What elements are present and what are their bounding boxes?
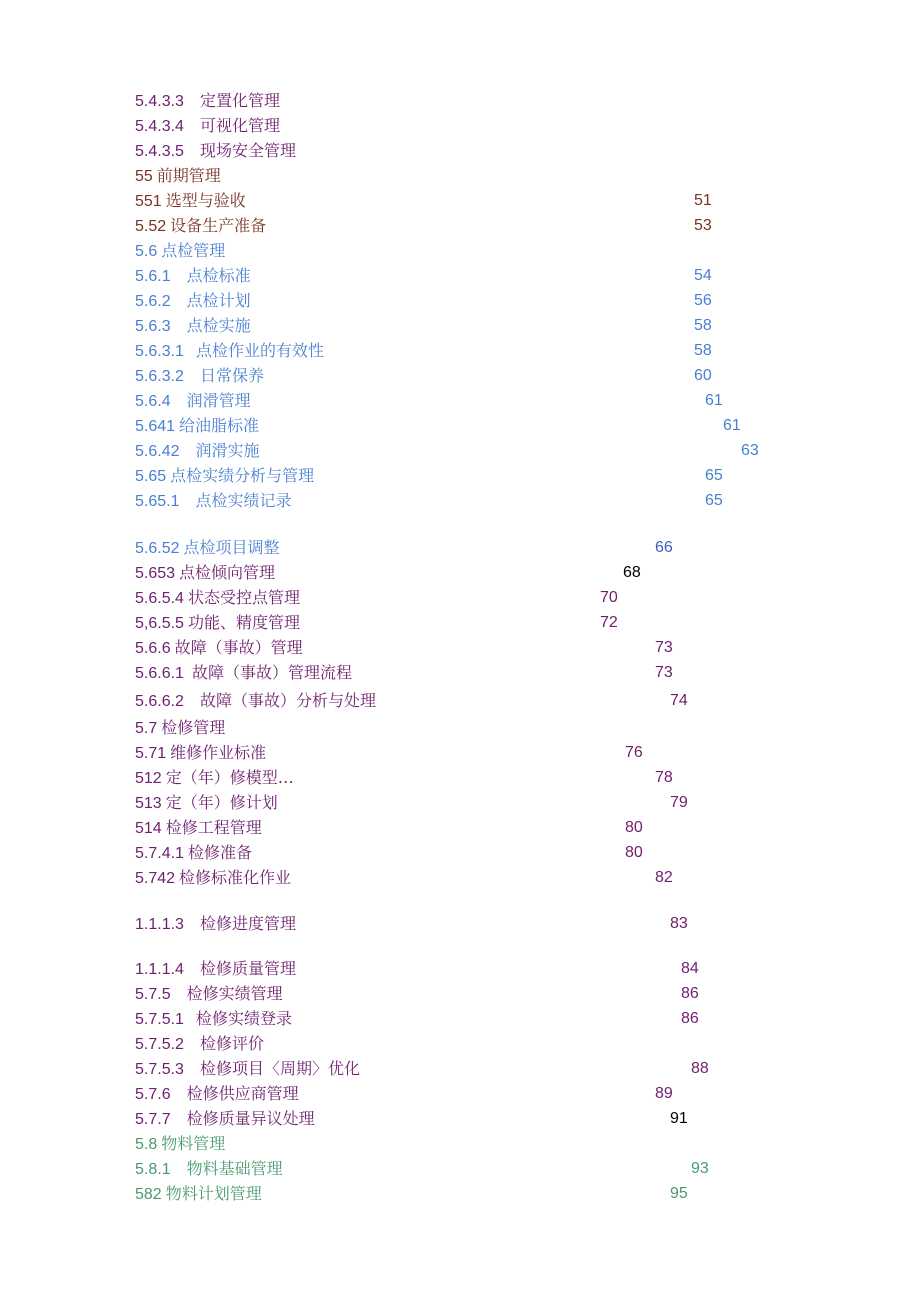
toc-section-number: 5.6.6 — [135, 640, 171, 657]
toc-page-number: 80 — [625, 844, 643, 861]
toc-entry-label — [135, 688, 376, 714]
toc-entry-label — [135, 715, 225, 741]
toc-entry-label — [135, 338, 324, 364]
toc-section-title: 故障（事故）管理流程 — [191, 663, 352, 682]
toc-section-title: 物料基础管理 — [186, 1159, 283, 1178]
toc-page-number: 68 — [623, 564, 641, 581]
toc-entry[interactable] — [0, 413, 920, 438]
toc-section-number: 5.6.4 — [135, 393, 171, 410]
toc-section-title: 物料管理 — [161, 1134, 226, 1153]
toc-entry[interactable] — [0, 585, 920, 610]
toc-entry[interactable] — [0, 715, 920, 740]
toc-section-number: 5.8 — [135, 1136, 158, 1153]
toc-page-number: 53 — [694, 217, 712, 234]
toc-section-title: 故障（事故）管理 — [174, 638, 303, 657]
toc-page-number: 93 — [691, 1160, 709, 1177]
toc-section-title: 检修供应商管理 — [186, 1084, 299, 1103]
toc-page-number: 61 — [723, 417, 741, 434]
toc-section-number: 5.7 — [135, 720, 158, 737]
toc-entry[interactable] — [0, 660, 920, 685]
toc-entry[interactable] — [0, 1056, 920, 1081]
toc-separator — [171, 986, 187, 1003]
toc-section-number: 5.71 — [135, 745, 167, 762]
toc-section-number: 5.6.3 — [135, 318, 171, 335]
toc-section-number: 5.6.52 — [135, 540, 180, 557]
toc-page-number: 73 — [655, 639, 673, 656]
toc-section-number: 512 — [135, 770, 162, 787]
toc-page-number: 86 — [681, 985, 699, 1002]
toc-entry[interactable] — [0, 1031, 920, 1056]
toc-section-title: 设备生产准备 — [170, 216, 267, 235]
toc-entry-label — [135, 865, 291, 891]
toc-entry[interactable] — [0, 790, 920, 815]
toc-entry[interactable] — [0, 313, 920, 338]
toc-section-title: 日常保养 — [199, 366, 264, 385]
toc-entry[interactable] — [0, 463, 920, 488]
toc-page-number: 76 — [625, 744, 643, 761]
toc-section-title: 定（年）修计划 — [165, 793, 278, 812]
toc-section-number: 5.7.6 — [135, 1086, 171, 1103]
toc-section-title: 状态受控点管理 — [187, 588, 300, 607]
toc-entry-label — [135, 388, 251, 414]
toc-section-title: 功能、精度管理 — [187, 613, 300, 632]
toc-section-number: 1.1.1.4 — [135, 961, 184, 978]
toc-entry[interactable] — [0, 865, 920, 890]
toc-section-number: 5.6.1 — [135, 268, 171, 285]
toc-entry-label — [135, 740, 266, 766]
toc-section-title: 检修准备 — [187, 843, 252, 862]
toc-separator — [184, 343, 196, 360]
toc-entry[interactable] — [0, 635, 920, 660]
toc-entry-label — [135, 188, 246, 214]
toc-page-number: 73 — [655, 664, 673, 681]
toc-entry[interactable] — [0, 688, 920, 713]
toc-page-number: 58 — [694, 317, 712, 334]
toc-entry-label — [135, 288, 251, 314]
toc-section-number: 5.653 — [135, 565, 176, 582]
toc-entry[interactable] — [0, 363, 920, 388]
toc-section-title: 选型与验收 — [165, 191, 246, 210]
toc-entry[interactable] — [0, 1081, 920, 1106]
toc-entry[interactable] — [0, 263, 920, 288]
toc-entry[interactable] — [0, 840, 920, 865]
toc-entry[interactable] — [0, 113, 920, 138]
toc-entry-label — [135, 88, 280, 114]
toc-section-title: 检修评价 — [199, 1034, 264, 1053]
toc-section-title: 检修进度管理 — [199, 914, 296, 933]
toc-entry-label — [135, 1081, 299, 1107]
toc-entry[interactable] — [0, 238, 920, 263]
toc-section-title: 现场安全管理 — [199, 141, 296, 160]
toc-entry[interactable] — [0, 815, 920, 840]
toc-page-number: 58 — [694, 342, 712, 359]
toc-section-number: 551 — [135, 193, 162, 210]
toc-page-number: 65 — [705, 467, 723, 484]
toc-entry[interactable] — [0, 88, 920, 113]
toc-entry-label — [135, 1181, 262, 1207]
toc-entry-label — [135, 635, 303, 661]
toc-separator — [184, 961, 200, 978]
toc-page-number: 79 — [670, 794, 688, 811]
toc-section-title: 点检倾向管理 — [179, 563, 276, 582]
toc-entry-label — [135, 363, 264, 389]
toc-separator — [184, 665, 192, 682]
toc-section-title: 点检标准 — [186, 266, 251, 285]
toc-section-title: 检修标准化作业 — [179, 868, 292, 887]
toc-page-number: 83 — [670, 915, 688, 932]
toc-page-number: 63 — [741, 442, 759, 459]
toc-section-title: 点检实绩分析与管理 — [170, 466, 315, 485]
toc-section-title: 点检计划 — [186, 291, 251, 310]
toc-entry-label — [135, 213, 266, 239]
toc-page-number: 51 — [694, 192, 712, 209]
toc-section-number: 5.4.3.4 — [135, 118, 184, 135]
toc-section-title: 可视化管理 — [199, 116, 280, 135]
toc-section-title: 润滑管理 — [186, 391, 251, 410]
toc-entry-label — [135, 138, 296, 164]
toc-section-title: 物料计划管理 — [165, 1184, 262, 1203]
toc-entry-label — [135, 1131, 225, 1157]
toc-separator — [171, 1161, 187, 1178]
toc-separator — [184, 368, 200, 385]
toc-entry[interactable] — [0, 438, 920, 463]
toc-page-number: 82 — [655, 869, 673, 886]
toc-separator — [179, 443, 195, 460]
toc-entry-label — [135, 765, 294, 791]
toc-page-number: 78 — [655, 769, 673, 786]
toc-separator — [184, 1011, 196, 1028]
toc-entry[interactable] — [0, 740, 920, 765]
toc-section-number: 55 — [135, 168, 153, 185]
toc-section-title: 定置化管理 — [199, 91, 280, 110]
toc-entry[interactable] — [0, 911, 920, 936]
toc-separator — [171, 1086, 187, 1103]
toc-entry[interactable] — [0, 188, 920, 213]
toc-separator — [184, 1061, 200, 1078]
toc-entry[interactable] — [0, 1106, 920, 1131]
toc-section-number: 5.4.3.5 — [135, 143, 184, 160]
toc-entry[interactable] — [0, 765, 920, 790]
toc-section-title: 点检作业的有效性 — [195, 341, 324, 360]
toc-entry[interactable] — [0, 981, 920, 1006]
toc-section-number: 5.6 — [135, 243, 158, 260]
toc-page-number: 89 — [655, 1085, 673, 1102]
toc-section-number: 5.7.5 — [135, 986, 171, 1003]
toc-section-title: 点检项目调整 — [183, 538, 280, 557]
toc-separator — [184, 93, 200, 110]
toc-section-title: 检修质量管理 — [199, 959, 296, 978]
toc-entry-label — [135, 660, 352, 686]
toc-entry[interactable] — [0, 213, 920, 238]
toc-entry-label — [135, 1031, 264, 1057]
toc-entry-label — [135, 1056, 360, 1082]
toc-separator — [171, 1111, 187, 1128]
toc-section-title: 点检管理 — [161, 241, 226, 260]
toc-section-title: 定（年）修模型… — [165, 768, 294, 787]
toc-section-number: 5.6.42 — [135, 443, 180, 460]
toc-section-title: 点检实绩记录 — [195, 491, 292, 510]
toc-entry[interactable] — [0, 138, 920, 163]
toc-page-number: 88 — [691, 1060, 709, 1077]
toc-entry-label — [135, 610, 300, 636]
toc-separator — [184, 693, 200, 710]
toc-page-number: 95 — [670, 1185, 688, 1202]
toc-section-number: 5.6.3.1 — [135, 343, 184, 360]
toc-entry-label — [135, 313, 251, 339]
toc-page-number: 54 — [694, 267, 712, 284]
toc-separator — [184, 143, 200, 160]
toc-section-number: 582 — [135, 1186, 162, 1203]
toc-section-number: 5.65 — [135, 468, 167, 485]
toc-page-number: 70 — [600, 589, 618, 606]
toc-section-number: 5.6.3.2 — [135, 368, 184, 385]
toc-page-number: 66 — [655, 539, 673, 556]
toc-section-title: 点检实施 — [186, 316, 251, 335]
toc-section-number: 5.742 — [135, 870, 176, 887]
toc-section-title: 检修实绩管理 — [186, 984, 283, 1003]
toc-section-number: 5.7.5.3 — [135, 1061, 184, 1078]
toc-page-number: 74 — [670, 692, 688, 709]
toc-section-number: 5.6.2 — [135, 293, 171, 310]
toc-section-number: 5.7.7 — [135, 1111, 171, 1128]
toc-entry-label — [135, 560, 275, 586]
toc-section-title: 检修质量异议处理 — [186, 1109, 315, 1128]
toc-separator — [184, 118, 200, 135]
toc-page-number: 84 — [681, 960, 699, 977]
toc-page-number: 86 — [681, 1010, 699, 1027]
toc-entry-label — [135, 1106, 315, 1132]
toc-section-number: 5.8.1 — [135, 1161, 171, 1178]
toc-entry-label — [135, 238, 225, 264]
toc-entry-label — [135, 535, 280, 561]
toc-entry-label — [135, 956, 296, 982]
toc-entry-label — [135, 113, 280, 139]
toc-separator — [171, 318, 187, 335]
toc-entry[interactable] — [0, 610, 920, 635]
toc-section-number: 5.7.4.1 — [135, 845, 184, 862]
toc-section-title: 故障（事故）分析与处理 — [199, 691, 376, 710]
toc-entry[interactable] — [0, 535, 920, 560]
toc-entry-label — [135, 585, 300, 611]
toc-section-title: 给油脂标准 — [179, 416, 260, 435]
toc-section-title: 检修项目〈周期〉优化 — [199, 1059, 360, 1078]
toc-section-title: 检修实绩登录 — [195, 1009, 292, 1028]
toc-separator — [171, 393, 187, 410]
toc-section-number: 5.4.3.3 — [135, 93, 184, 110]
toc-entry[interactable] — [0, 956, 920, 981]
toc-section-title: 检修工程管理 — [165, 818, 262, 837]
toc-page-number: 61 — [705, 392, 723, 409]
toc-entry-label — [135, 790, 278, 816]
toc-entry-label — [135, 488, 292, 514]
toc-page-number: 65 — [705, 492, 723, 509]
toc-section-title: 检修管理 — [161, 718, 226, 737]
toc-page-number: 72 — [600, 614, 618, 631]
toc-section-number: 5.65.1 — [135, 493, 180, 510]
toc-entry[interactable] — [0, 338, 920, 363]
toc-separator — [179, 493, 195, 510]
toc-section-number: 513 — [135, 795, 162, 812]
toc-entry-label — [135, 981, 283, 1007]
toc-entry-label — [135, 438, 260, 464]
toc-separator — [184, 916, 200, 933]
toc-entry-label — [135, 463, 314, 489]
toc-entry[interactable] — [0, 163, 920, 188]
toc-page-number: 91 — [670, 1110, 688, 1127]
toc-entry-label — [135, 815, 262, 841]
toc-page-number: 60 — [694, 367, 712, 384]
toc-separator — [171, 268, 187, 285]
toc-separator — [171, 293, 187, 310]
toc-section-number: 5.7.5.1 — [135, 1011, 184, 1028]
toc-section-title: 维修作业标准 — [170, 743, 267, 762]
toc-entry-label — [135, 840, 252, 866]
toc-entry-label — [135, 413, 259, 439]
toc-entry[interactable] — [0, 288, 920, 313]
toc-section-number: 5,6.5.5 — [135, 615, 184, 632]
toc-separator — [184, 1036, 200, 1053]
toc-section-number: 514 — [135, 820, 162, 837]
toc-entry[interactable] — [0, 1006, 920, 1031]
toc-entry-label — [135, 911, 296, 937]
toc-section-title: 润滑实施 — [195, 441, 260, 460]
toc-section-number: 1.1.1.3 — [135, 916, 184, 933]
toc-entry[interactable] — [0, 388, 920, 413]
toc-entry[interactable] — [0, 1181, 920, 1206]
toc-entry-label — [135, 1156, 283, 1182]
toc-section-number: 5.6.6.2 — [135, 693, 184, 710]
toc-section-number: 5.641 — [135, 418, 176, 435]
toc-entry[interactable] — [0, 560, 920, 585]
toc-entry-label — [135, 163, 221, 189]
toc-entry-label — [135, 1006, 292, 1032]
toc-page-number: 56 — [694, 292, 712, 309]
toc-entry[interactable] — [0, 1131, 920, 1156]
toc-entry-label — [135, 263, 251, 289]
toc-section-title: 前期管理 — [156, 166, 221, 185]
toc-section-number: 5.52 — [135, 218, 167, 235]
toc-section-number: 5.7.5.2 — [135, 1036, 184, 1053]
toc-page-number: 80 — [625, 819, 643, 836]
toc-section-number: 5.6.5.4 — [135, 590, 184, 607]
toc-entry[interactable] — [0, 1156, 920, 1181]
toc-section-number: 5.6.6.1 — [135, 665, 184, 682]
toc-entry[interactable] — [0, 488, 920, 513]
